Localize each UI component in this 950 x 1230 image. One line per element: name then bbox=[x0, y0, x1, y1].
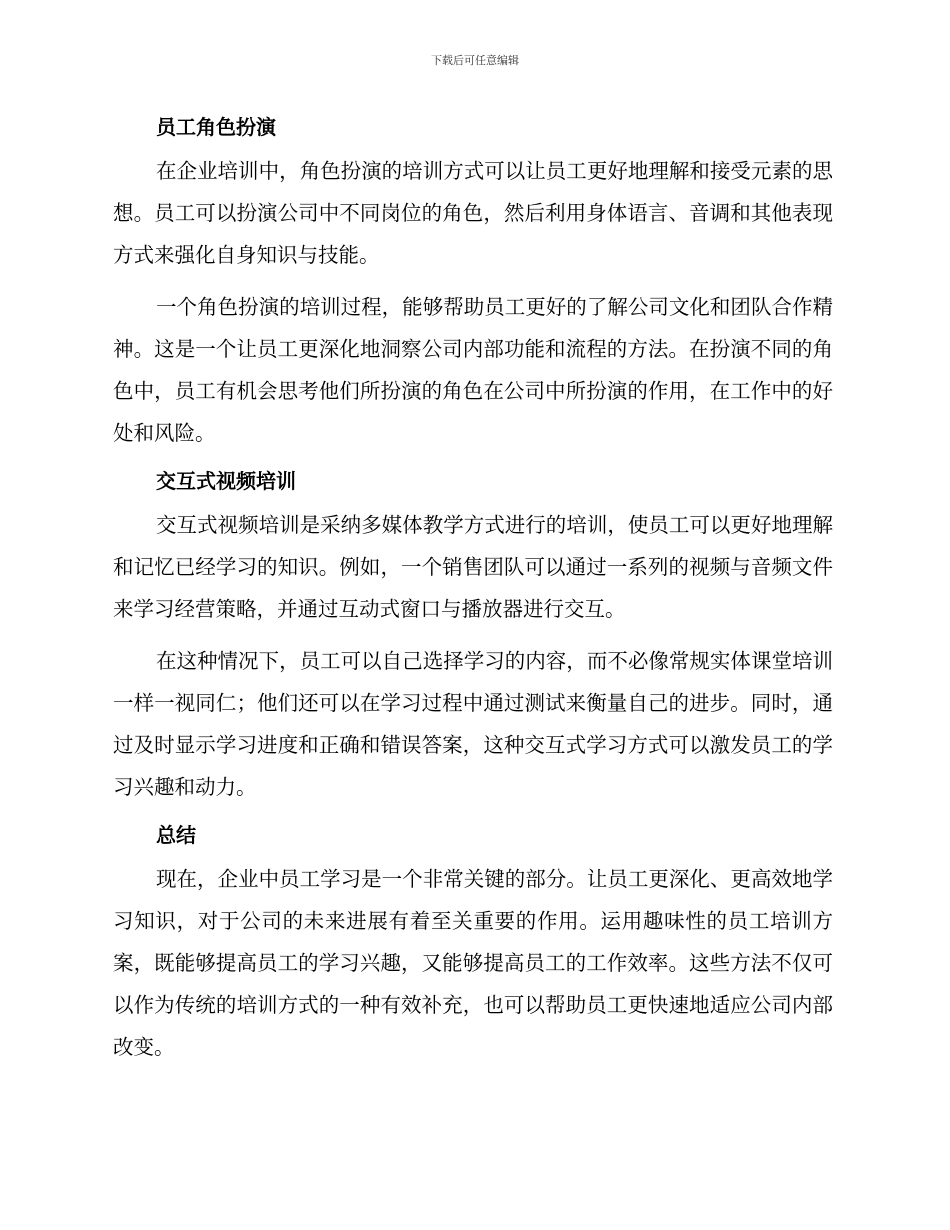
section-heading-summary: 总结 bbox=[156, 823, 196, 847]
section-heading-role-play: 员工角色扮演 bbox=[156, 115, 276, 139]
page-header: 下载后可任意编辑 bbox=[431, 54, 519, 67]
document-body bbox=[113, 110, 833, 1068]
paragraph: 交互式视频培训是采纳多媒体教学方式进行的培训，使员工可以更好地理解和记忆已经学习的知识。例如，一个销售团队可以通过一系列的视频与音频文件来学习经营策略，并通过互动式窗口与播放器进行交互。 bbox=[113, 513, 833, 621]
section-heading-interactive-video: 交互式视频培训 bbox=[156, 469, 296, 493]
paragraph: 在企业培训中，角色扮演的培训方式可以让员工更好地理解和接受元素的思想。员工可以扮演公司中不同岗位的角色，然后利用身体语言、音调和其他表现方式来强化自身知识与技能。 bbox=[113, 159, 833, 267]
paragraph: 在这种情况下，员工可以自己选择学习的内容，而不必像常规实体课堂培训一样一视同仁；他们还可以在学习过程中通过测试来衡量自己的进步。同时，通过及时显示学习进度和正确和错误答案，这种交互式学习方式可以激发员工的学习兴趣和动力。 bbox=[113, 649, 833, 799]
paragraph: 现在，企业中员工学习是一个非常关键的部分。让员工更深化、更高效地学习知识，对于公司的未来进展有着至关重要的作用。运用趣味性的员工培训方案，既能够提高员工的学习兴趣，又能够提高员工的工作效率。这些方法不仅可以作为传统的培训方式的一种有效补充，也可以帮助员工更快速地适应公司内部改变。 bbox=[113, 867, 833, 1059]
paragraph: 一个角色扮演的培训过程，能够帮助员工更好的了解公司文化和团队合作精神。这是一个让员工更深化地洞察公司内部功能和流程的方法。在扮演不同的角色中，员工有机会思考他们所扮演的角色在公司中所扮演的作用，在工作中的好处和风险。 bbox=[113, 295, 833, 445]
